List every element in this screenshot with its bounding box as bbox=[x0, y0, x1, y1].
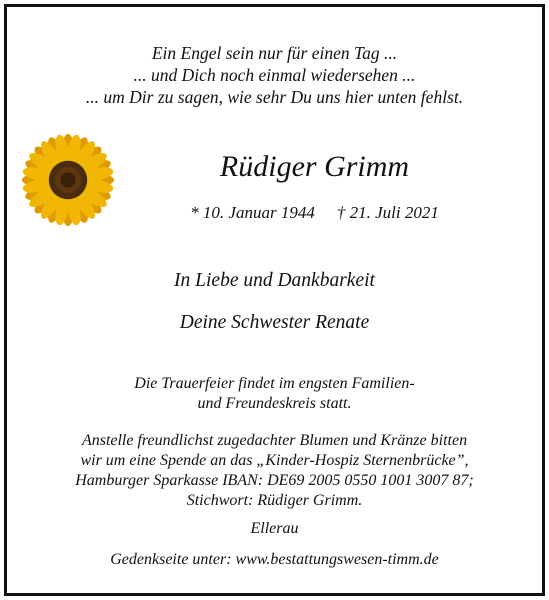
donation-line-1: Anstelle freundlichst zugedachter Blumen und Kränze bitten bbox=[81, 432, 468, 449]
birth-date: * 10. Januar 1944 bbox=[190, 203, 315, 222]
funeral-line-1: Die Trauerfeier findet im engsten Familien- bbox=[134, 375, 415, 392]
poem-line-3: ... um Dir zu sagen, wie sehr Du uns hier unten fehlst. bbox=[85, 87, 464, 107]
donation-line-2: wir um eine Spende an das „Kinder-Hospiz Sternenbrücke”, bbox=[80, 452, 469, 469]
family-signature: Deine Schwester Renate bbox=[179, 312, 370, 333]
memorial-website-line: Gedenkseite unter: www.bestattungswesen-timm.de bbox=[110, 551, 439, 568]
deceased-name: Rüdiger Grimm bbox=[219, 150, 410, 183]
life-dates bbox=[40, 203, 549, 223]
place-name: Ellerau bbox=[250, 520, 299, 537]
dedication-text: In Liebe und Dankbarkeit bbox=[174, 270, 375, 291]
poem-line-1: Ein Engel sein nur für einen Tag ... bbox=[151, 43, 398, 63]
donation-line-3: Hamburger Sparkasse IBAN: DE69 2005 0550 1001 3007 87; bbox=[75, 472, 474, 489]
donation-line-4: Stichwort: Rüdiger Grimm. bbox=[186, 492, 363, 509]
poem-line-2: ... und Dich noch einmal wiedersehen ... bbox=[133, 65, 416, 85]
death-date: † 21. Juli 2021 bbox=[336, 203, 439, 222]
funeral-line-2: und Freundeskreis statt. bbox=[197, 395, 352, 412]
